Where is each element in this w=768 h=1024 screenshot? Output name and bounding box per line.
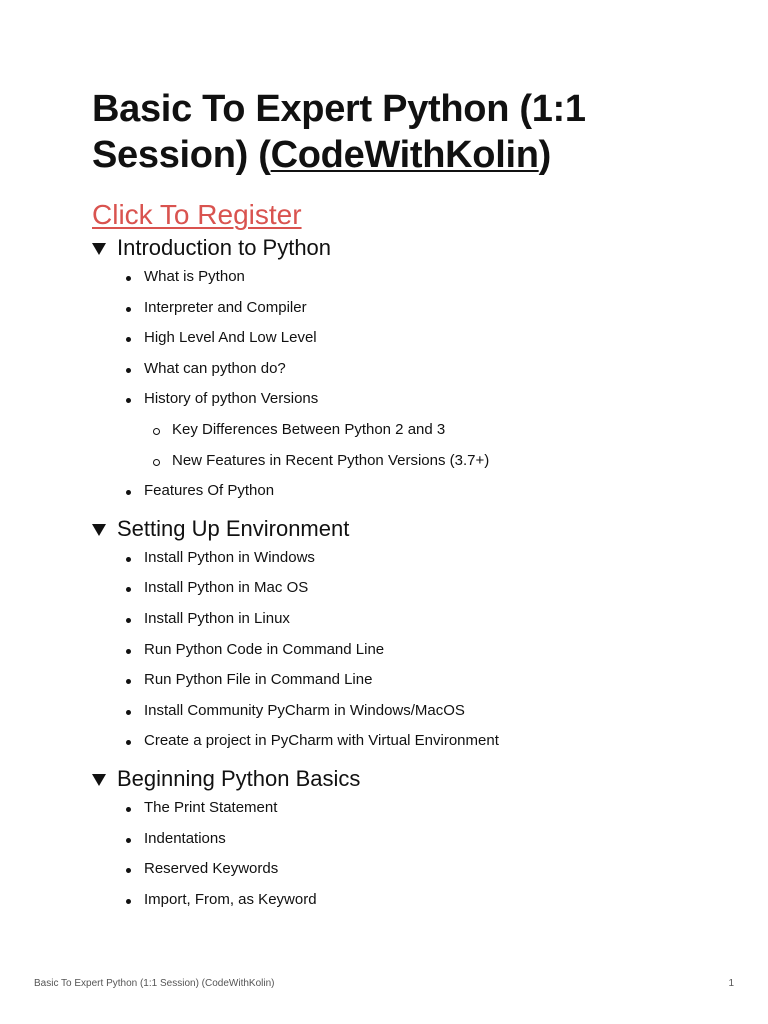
list-item-text: Install Python in Windows [144,548,315,566]
bullet-icon [126,899,131,904]
sections-container [92,232,692,909]
codewithkolin-link[interactable]: CodeWithKolin [270,134,539,176]
bullet-icon [126,710,131,715]
document-title [92,86,692,178]
sub-list-item [92,421,692,439]
list-item [92,299,692,317]
list-item-text: High Level And Low Level [144,329,317,347]
list-item [92,329,692,347]
section-toggle[interactable] [92,763,692,795]
bullet-icon [126,740,131,745]
bullet-icon [126,398,131,403]
list-item-text: Key Differences Between Python 2 and 3 [172,420,446,438]
bullet-list [92,799,692,909]
section [92,232,692,500]
disclosure-triangle-icon [92,243,106,255]
list-item-text: New Features in Recent Python Versions (3.7+) [172,451,490,469]
list-item [92,549,692,567]
bullet-icon [126,649,131,654]
bullet-icon [126,557,131,562]
bullet-icon [126,587,131,592]
list-item [92,268,692,286]
section-toggle[interactable] [92,232,692,264]
list-item-text: What can python do? [144,359,286,377]
bullet-icon [126,618,131,623]
bullet-icon [126,368,131,373]
list-item [92,671,692,689]
bullet-icon [126,337,131,342]
list-item-text: Run Python File in Command Line [144,671,373,689]
title-suffix: ) [538,134,552,176]
section-title: Beginning Python Basics [117,765,361,791]
bullet-list [92,268,692,500]
list-item-text: Create a project in PyCharm with Virtual Environment [144,732,499,750]
bullet-icon [126,490,131,495]
register-link[interactable]: Click To Register [92,199,302,230]
bullet-icon [126,868,131,873]
footer-title: Basic To Expert Python (1:1 Session) (CodeWithKolin) [34,978,275,989]
list-item-text: Run Python Code in Command Line [144,640,385,658]
list-item [92,702,692,720]
section [92,513,692,751]
title-prefix: Basic To Expert Python (1:1 Session) ( [92,88,586,176]
page-number: 1 [728,978,734,989]
list-item-text: Indentations [144,829,226,847]
list-item-text: Interpreter and Compiler [144,298,307,316]
list-item-text: The Print Statement [144,798,278,816]
list-item [92,641,692,659]
hollow-bullet-icon [153,428,160,435]
list-item [92,860,692,878]
document-page [92,86,692,921]
list-item-text: Install Community PyCharm in Windows/MacOS [144,701,465,719]
list-item-text: Install Python in Linux [144,609,290,627]
sub-list-item [92,452,692,470]
list-item [92,891,692,909]
bullet-icon [126,679,131,684]
bullet-icon [126,807,131,812]
disclosure-triangle-icon [92,774,106,786]
list-item [92,799,692,817]
list-item-text: Features Of Python [144,482,275,500]
section [92,763,692,909]
list-item [92,360,692,378]
section-title: Introduction to Python [117,235,332,260]
disclosure-triangle-icon [92,524,106,536]
list-item [92,732,692,750]
list-item-text: Install Python in Mac OS [144,579,309,597]
bullet-icon [126,307,131,312]
bullet-icon [126,276,131,281]
list-item-text: Import, From, as Keyword [144,890,317,908]
list-item [92,579,692,597]
section-toggle[interactable] [92,513,692,545]
bullet-list [92,549,692,751]
hollow-bullet-icon [153,459,160,466]
bullet-icon [126,838,131,843]
list-item [92,830,692,848]
list-item [92,610,692,628]
list-item-text: History of python Versions [144,390,319,408]
list-item [92,390,692,408]
list-item-text: Reserved Keywords [144,860,279,878]
section-title: Setting Up Environment [117,515,350,541]
list-item-text: What is Python [144,268,245,285]
list-item [92,482,692,500]
